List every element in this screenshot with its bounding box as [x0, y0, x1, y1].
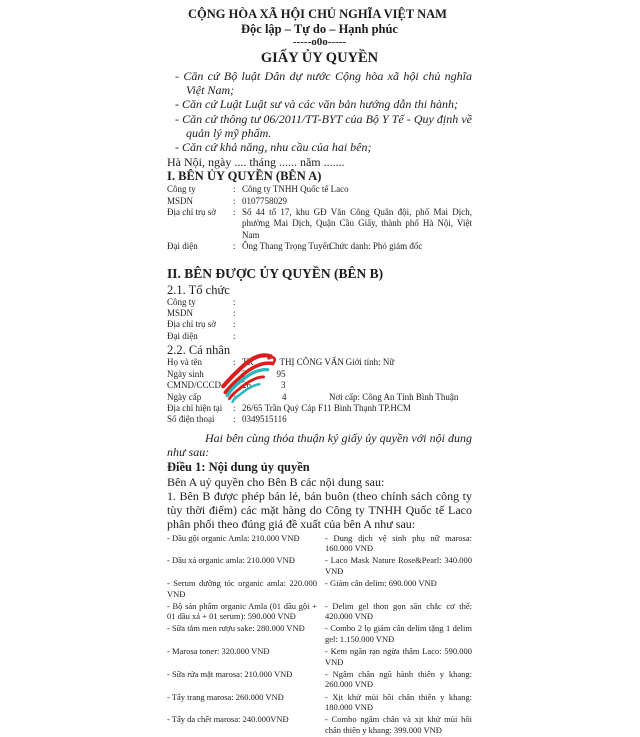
price-item: - Kem ngăn rạn ngừa thâm Laco: 590.000 VNĐ	[325, 646, 472, 667]
dob-visible-prefix: 2	[242, 368, 247, 379]
date-line: Hà Nội, ngày .... tháng ...... năm .......	[167, 155, 345, 170]
field-colon: :	[233, 207, 236, 218]
field-colon: :	[233, 402, 236, 413]
table-row	[167, 714, 472, 737]
field-label: Họ và tên	[167, 357, 202, 368]
table-row	[167, 623, 472, 646]
field-label: CMND/CCCD	[167, 380, 222, 391]
dob-visible-suffix: 95	[276, 368, 286, 379]
field-colon: :	[233, 380, 236, 391]
party-b-person-details	[167, 357, 472, 425]
party-b-org-heading: 2.1. Tổ chức	[167, 282, 230, 297]
gender-text: Giới tính: Nữ	[345, 357, 395, 368]
price-item: - Xịt khử mùi hôi chân thiên y khang: 180.000 VNĐ	[325, 691, 472, 713]
article-1-line: Bên A uỷ quyền cho Bên B các nội dung sau:	[167, 474, 385, 489]
table-row	[167, 601, 472, 624]
legal-basis-item: - Căn cứ thông tư 06/2011/TT-BYT của Bộ Y Tế - Quy định về quản lý mỹ phẩm.	[175, 111, 472, 140]
price-item: - Marosa toner: 320.000 VNĐ	[167, 646, 270, 657]
document-title: GIẤY ỦY QUYỀN	[260, 50, 379, 66]
field-colon: :	[233, 296, 236, 307]
field-value: Ông Thang Trọng Tuyến	[242, 241, 332, 252]
field-value-empty	[242, 331, 472, 342]
field-value: 0349515116	[242, 414, 287, 425]
field-label: Công ty	[167, 296, 196, 307]
party-b-person-heading: 2.2. Cá nhân	[167, 343, 231, 358]
field-value: 26/65 Trần Quý Cáp F11 Bình Thạnh TP.HCM	[242, 402, 411, 413]
detail-row-phone	[167, 414, 472, 425]
table-row	[167, 669, 472, 692]
id-visible-suffix: 3	[281, 380, 286, 391]
detail-row-issue-date	[167, 392, 472, 403]
field-label: Địa chỉ trụ sở	[167, 319, 216, 330]
price-item: - Delim gel thon gọn săn chắc cơ thể: 420.000 VNĐ	[325, 600, 472, 622]
field-colon: :	[233, 414, 236, 425]
price-item: - Dầu gội organic Amla: 210.000 VNĐ	[167, 532, 300, 543]
field-colon: :	[233, 319, 236, 330]
field-label: Địa chỉ trụ sở	[167, 207, 216, 218]
price-item: - Sữa tắm men rượu sake: 280.000 VNĐ	[167, 623, 305, 634]
field-colon: :	[233, 368, 236, 379]
table-row	[167, 533, 472, 556]
price-item: - Ngâm chân ngũ hành thiên y khang: 260.000 VNĐ	[325, 668, 472, 690]
field-colon: :	[233, 391, 236, 402]
detail-row-dob	[167, 369, 472, 380]
price-item: - Tẩy trang marosa: 260.000 VNĐ	[167, 691, 284, 702]
field-value	[242, 357, 472, 368]
field-colon: :	[233, 241, 236, 252]
price-item: - Laco Mask Nature Rose&Pearl: 340.000 VNĐ	[325, 555, 472, 576]
document-page	[167, 7, 472, 737]
detail-row-company	[167, 184, 472, 195]
legal-basis-list	[167, 69, 472, 154]
price-item: - Tẩy da chết marosa: 240.000VNĐ	[167, 714, 289, 725]
field-label: Đại diện	[167, 330, 198, 341]
field-value: Số 44 tổ 17, khu GĐ Văn Công Quân đội, phố Mai Dịch, phường Mai Dịch, Quận Cầu Giấy, thành phố Hà Nội, Việt Nam	[242, 207, 472, 240]
name-visible-prefix: TR	[242, 357, 254, 368]
field-colon: :	[233, 330, 236, 341]
article-1-heading: Điều 1: Nội dung ủy quyền	[167, 459, 310, 474]
price-item: - Serum dưỡng tóc organic amla: 220.000 VNĐ	[167, 578, 317, 599]
field-label: Ngày cấp	[167, 391, 202, 402]
field-label: MSDN	[167, 308, 194, 319]
table-row	[167, 646, 472, 669]
field-label: MSDN	[167, 195, 194, 206]
price-list-table	[167, 533, 472, 737]
field-colon: :	[233, 308, 236, 319]
name-visible-rest: THỊ CÔNG VẤN	[279, 357, 344, 368]
table-row	[167, 578, 472, 601]
party-a-heading: I. BÊN ỦY QUYỀN (BÊN A)	[167, 169, 322, 184]
party-b-heading: II. BÊN ĐƯỢC ỦY QUYỀN (BÊN B)	[167, 265, 384, 281]
field-label: Ngày sinh	[167, 368, 204, 379]
field-colon: :	[233, 195, 236, 206]
detail-row-address-empty	[167, 319, 472, 330]
detail-row-representative-empty	[167, 331, 472, 342]
price-item: - Dầu xả organic amla: 210.000 VNĐ	[167, 555, 295, 566]
field-value-empty	[242, 297, 472, 308]
detail-row-msdn	[167, 196, 472, 207]
table-row	[167, 555, 472, 578]
party-b-org-details	[167, 297, 472, 343]
field-colon: :	[233, 357, 236, 368]
legal-basis-item: - Căn cứ Luật Luật sư và các văn bản hướng dẫn thi hành;	[175, 97, 459, 112]
price-item: - Bộ sản phẩm organic Amla (01 dầu gội + 01 dầu xả + 01 serum): 590.000 VNĐ	[167, 600, 317, 622]
legal-basis-item: - Căn cứ Bộ luật Dân dự nước Cộng hòa xã hội chủ nghĩa Việt Nam;	[175, 69, 472, 98]
price-item: - Combo 2 lọ giảm cân delim tặng 1 delim gel: 1.150.000 VNĐ	[325, 623, 472, 645]
field-label: Số điện thoại	[167, 414, 215, 425]
price-item: - Dung dịch vệ sinh phụ nữ marosa: 160.000 VNĐ	[325, 532, 472, 554]
detail-row-fullname	[167, 357, 472, 368]
detail-row-address	[167, 207, 472, 241]
agreement-intro: Hai bên cùng thỏa thuận ký giấy ủy quyền với nội dung như sau:	[167, 430, 472, 460]
detail-row-msdn-empty	[167, 308, 472, 319]
field-colon: :	[233, 184, 236, 195]
price-item: - Giảm cân delim: 690.000 VNĐ	[325, 578, 437, 589]
header-divider: -----o0o-----	[292, 36, 347, 48]
clause-1-text: 1. Bên B được phép bán lẻ, bán buôn (theo chính sách công ty tùy thời điểm) các mặt hàng do Công ty TNHH Quốc tế Laco phân phối theo đúng giá đề xuất của bên A như sau:	[167, 488, 472, 531]
field-label: Công ty	[167, 184, 196, 195]
representative-title: Chức danh: Phó giám đốc	[329, 241, 423, 252]
field-value: Công ty TNHH Quốc tế Laco	[242, 184, 349, 195]
legal-basis-item: - Căn cứ khả năng, nhu cầu của hai bên;	[175, 140, 372, 155]
detail-row-company-empty	[167, 297, 472, 308]
field-value: 0107758029	[242, 195, 287, 206]
field-value-empty	[242, 319, 472, 330]
detail-row-id-number	[167, 380, 472, 391]
id-visible-prefix: 26	[242, 380, 251, 391]
price-item: - Combo ngâm chân và xịt khử mùi hôi chân thiên y khang: 399.000 VNĐ	[325, 714, 472, 735]
field-label: Địa chỉ hiện tại	[167, 402, 223, 413]
issue-place-text: Nơi cấp: Công An Tỉnh Bình Thuận	[329, 391, 459, 402]
field-label: Đại diện	[167, 241, 198, 252]
national-title: CỘNG HÒA XÃ HỘI CHỦ NGHĨA VIỆT NAM	[188, 7, 447, 21]
document-header	[167, 7, 472, 67]
detail-row-current-address	[167, 403, 472, 414]
detail-row-representative	[167, 241, 472, 252]
field-value-empty	[242, 308, 472, 319]
national-motto: Độc lập – Tự do – Hạnh phúc	[241, 22, 398, 36]
table-row	[167, 692, 472, 715]
field-value	[242, 380, 472, 391]
party-a-details	[167, 184, 472, 252]
field-value	[242, 369, 472, 380]
issue-visible-suffix: 4	[282, 391, 287, 402]
price-item: - Sữa rửa mặt marosa: 210.000 VNĐ	[167, 668, 293, 679]
